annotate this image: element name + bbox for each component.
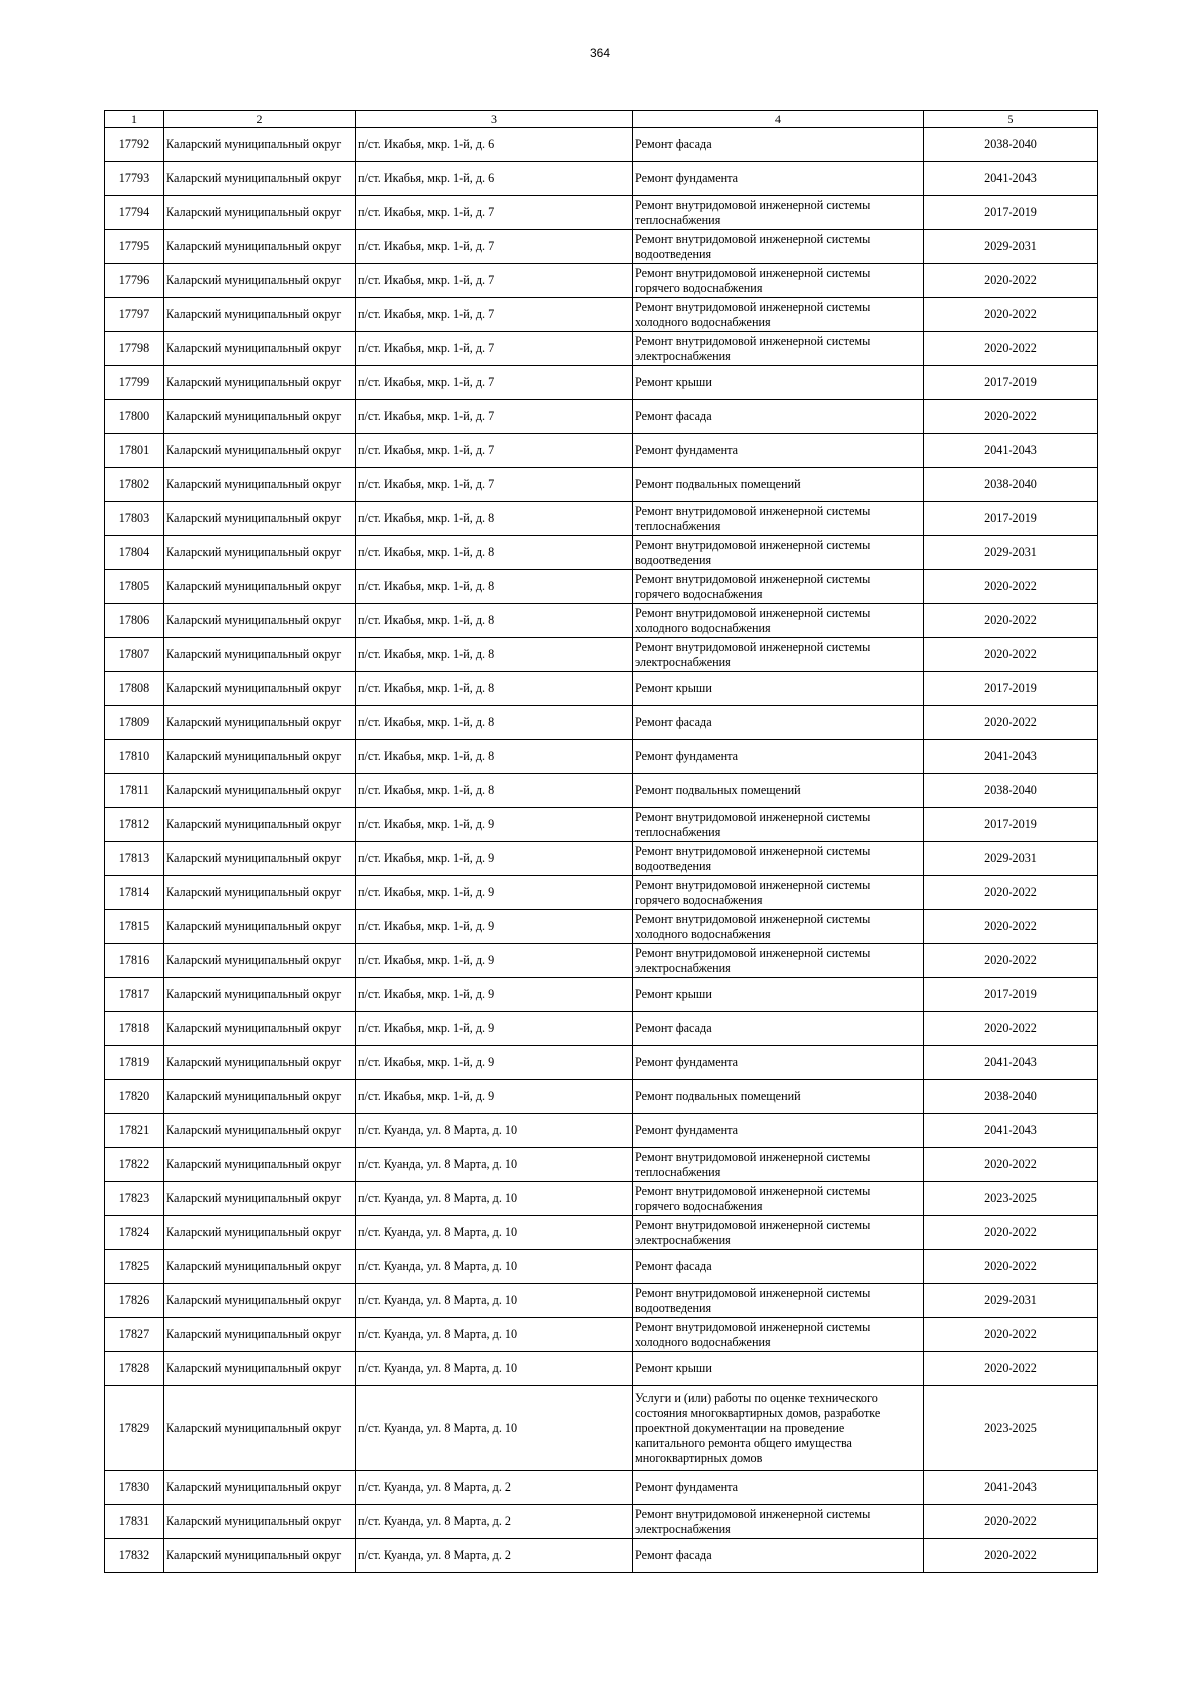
years-cell: 2029-2031 xyxy=(924,230,1098,264)
municipality-cell: Каларский муниципальный округ xyxy=(164,1114,356,1148)
table-row xyxy=(105,1046,1098,1080)
table-row xyxy=(105,570,1098,604)
address-cell: п/ст. Икабья, мкр. 1-й, д. 8 xyxy=(356,570,633,604)
municipality-cell: Каларский муниципальный округ xyxy=(164,400,356,434)
municipality-cell: Каларский муниципальный округ xyxy=(164,1080,356,1114)
years-cell: 2029-2031 xyxy=(924,1284,1098,1318)
address-cell: п/ст. Икабья, мкр. 1-й, д. 9 xyxy=(356,1080,633,1114)
table-row xyxy=(105,400,1098,434)
table-row xyxy=(105,536,1098,570)
years-cell: 2017-2019 xyxy=(924,978,1098,1012)
municipality-cell: Каларский муниципальный округ xyxy=(164,128,356,162)
work-type-cell: Ремонт крыши xyxy=(633,1352,924,1386)
address-cell: п/ст. Икабья, мкр. 1-й, д. 9 xyxy=(356,944,633,978)
municipality-cell: Каларский муниципальный округ xyxy=(164,1505,356,1539)
row-number-cell: 17799 xyxy=(105,366,164,400)
row-number-cell: 17831 xyxy=(105,1505,164,1539)
work-type-cell: Ремонт фасада xyxy=(633,1250,924,1284)
row-number-cell: 17801 xyxy=(105,434,164,468)
municipality-cell: Каларский муниципальный округ xyxy=(164,1250,356,1284)
municipality-cell: Каларский муниципальный округ xyxy=(164,196,356,230)
municipality-cell: Каларский муниципальный округ xyxy=(164,434,356,468)
work-type-cell: Ремонт внутридомовой инженерной системы горячего водоснабжения xyxy=(633,570,924,604)
address-cell: п/ст. Икабья, мкр. 1-й, д. 8 xyxy=(356,706,633,740)
table-row xyxy=(105,502,1098,536)
table-row xyxy=(105,1012,1098,1046)
years-cell: 2020-2022 xyxy=(924,570,1098,604)
work-type-cell: Ремонт крыши xyxy=(633,366,924,400)
municipality-cell: Каларский муниципальный округ xyxy=(164,332,356,366)
work-type-cell: Ремонт внутридомовой инженерной системы электроснабжения xyxy=(633,638,924,672)
work-type-cell: Ремонт внутридомовой инженерной системы холодного водоснабжения xyxy=(633,1318,924,1352)
table-row xyxy=(105,264,1098,298)
municipality-cell: Каларский муниципальный округ xyxy=(164,706,356,740)
municipality-cell: Каларский муниципальный округ xyxy=(164,1471,356,1505)
table-row xyxy=(105,910,1098,944)
municipality-cell: Каларский муниципальный округ xyxy=(164,808,356,842)
municipality-cell: Каларский муниципальный округ xyxy=(164,1012,356,1046)
column-header: 4 xyxy=(633,111,924,128)
row-number-cell: 17809 xyxy=(105,706,164,740)
work-type-cell: Ремонт внутридомовой инженерной системы водоотведения xyxy=(633,842,924,876)
address-cell: п/ст. Икабья, мкр. 1-й, д. 9 xyxy=(356,808,633,842)
work-type-cell: Ремонт внутридомовой инженерной системы горячего водоснабжения xyxy=(633,876,924,910)
table-header-row xyxy=(105,111,1098,128)
row-number-cell: 17822 xyxy=(105,1148,164,1182)
municipality-cell: Каларский муниципальный округ xyxy=(164,1318,356,1352)
years-cell: 2020-2022 xyxy=(924,944,1098,978)
work-type-cell: Ремонт внутридомовой инженерной системы электроснабжения xyxy=(633,1505,924,1539)
work-type-cell: Ремонт подвальных помещений xyxy=(633,774,924,808)
table-row xyxy=(105,162,1098,196)
municipality-cell: Каларский муниципальный округ xyxy=(164,298,356,332)
municipality-cell: Каларский муниципальный округ xyxy=(164,1386,356,1471)
work-type-cell: Ремонт внутридомовой инженерной системы электроснабжения xyxy=(633,1216,924,1250)
years-cell: 2020-2022 xyxy=(924,1539,1098,1573)
years-cell: 2020-2022 xyxy=(924,1505,1098,1539)
row-number-cell: 17797 xyxy=(105,298,164,332)
column-header: 2 xyxy=(164,111,356,128)
column-header: 1 xyxy=(105,111,164,128)
work-type-cell: Ремонт внутридомовой инженерной системы электроснабжения xyxy=(633,332,924,366)
table-row xyxy=(105,468,1098,502)
municipality-cell: Каларский муниципальный округ xyxy=(164,570,356,604)
address-cell: п/ст. Икабья, мкр. 1-й, д. 7 xyxy=(356,196,633,230)
years-cell: 2023-2025 xyxy=(924,1182,1098,1216)
address-cell: п/ст. Икабья, мкр. 1-й, д. 7 xyxy=(356,434,633,468)
row-number-cell: 17821 xyxy=(105,1114,164,1148)
table-body xyxy=(105,128,1098,1573)
municipality-cell: Каларский муниципальный округ xyxy=(164,774,356,808)
row-number-cell: 17816 xyxy=(105,944,164,978)
municipality-cell: Каларский муниципальный округ xyxy=(164,944,356,978)
municipality-cell: Каларский муниципальный округ xyxy=(164,1284,356,1318)
years-cell: 2029-2031 xyxy=(924,536,1098,570)
row-number-cell: 17807 xyxy=(105,638,164,672)
address-cell: п/ст. Икабья, мкр. 1-й, д. 9 xyxy=(356,978,633,1012)
municipality-cell: Каларский муниципальный округ xyxy=(164,910,356,944)
address-cell: п/ст. Куанда, ул. 8 Марта, д. 10 xyxy=(356,1148,633,1182)
address-cell: п/ст. Куанда, ул. 8 Марта, д. 10 xyxy=(356,1386,633,1471)
table-row xyxy=(105,1471,1098,1505)
table-row xyxy=(105,196,1098,230)
table-row xyxy=(105,1250,1098,1284)
years-cell: 2041-2043 xyxy=(924,740,1098,774)
row-number-cell: 17818 xyxy=(105,1012,164,1046)
municipality-cell: Каларский муниципальный округ xyxy=(164,366,356,400)
municipality-cell: Каларский муниципальный округ xyxy=(164,638,356,672)
address-cell: п/ст. Икабья, мкр. 1-й, д. 8 xyxy=(356,740,633,774)
row-number-cell: 17794 xyxy=(105,196,164,230)
years-cell: 2017-2019 xyxy=(924,366,1098,400)
table-row xyxy=(105,1284,1098,1318)
table-row xyxy=(105,434,1098,468)
address-cell: п/ст. Икабья, мкр. 1-й, д. 7 xyxy=(356,230,633,264)
row-number-cell: 17811 xyxy=(105,774,164,808)
row-number-cell: 17796 xyxy=(105,264,164,298)
table-row xyxy=(105,808,1098,842)
work-type-cell: Ремонт фасада xyxy=(633,400,924,434)
row-number-cell: 17803 xyxy=(105,502,164,536)
municipality-cell: Каларский муниципальный округ xyxy=(164,1182,356,1216)
municipality-cell: Каларский муниципальный округ xyxy=(164,162,356,196)
address-cell: п/ст. Икабья, мкр. 1-й, д. 8 xyxy=(356,536,633,570)
table-row xyxy=(105,230,1098,264)
address-cell: п/ст. Икабья, мкр. 1-й, д. 6 xyxy=(356,128,633,162)
row-number-cell: 17819 xyxy=(105,1046,164,1080)
table-row xyxy=(105,1114,1098,1148)
address-cell: п/ст. Икабья, мкр. 1-й, д. 9 xyxy=(356,910,633,944)
years-cell: 2020-2022 xyxy=(924,332,1098,366)
work-type-cell: Ремонт внутридомовой инженерной системы холодного водоснабжения xyxy=(633,298,924,332)
row-number-cell: 17814 xyxy=(105,876,164,910)
row-number-cell: 17800 xyxy=(105,400,164,434)
work-type-cell: Ремонт внутридомовой инженерной системы водоотведения xyxy=(633,230,924,264)
row-number-cell: 17820 xyxy=(105,1080,164,1114)
column-header: 5 xyxy=(924,111,1098,128)
work-type-cell: Ремонт внутридомовой инженерной системы горячего водоснабжения xyxy=(633,1182,924,1216)
municipality-cell: Каларский муниципальный округ xyxy=(164,672,356,706)
work-type-cell: Ремонт подвальных помещений xyxy=(633,1080,924,1114)
municipality-cell: Каларский муниципальный округ xyxy=(164,468,356,502)
table-row xyxy=(105,842,1098,876)
work-type-cell: Ремонт подвальных помещений xyxy=(633,468,924,502)
address-cell: п/ст. Икабья, мкр. 1-й, д. 7 xyxy=(356,400,633,434)
work-type-cell: Ремонт фасада xyxy=(633,1012,924,1046)
address-cell: п/ст. Икабья, мкр. 1-й, д. 9 xyxy=(356,876,633,910)
municipality-cell: Каларский муниципальный округ xyxy=(164,502,356,536)
row-number-cell: 17806 xyxy=(105,604,164,638)
table-row xyxy=(105,1182,1098,1216)
address-cell: п/ст. Икабья, мкр. 1-й, д. 7 xyxy=(356,264,633,298)
years-cell: 2041-2043 xyxy=(924,434,1098,468)
years-cell: 2017-2019 xyxy=(924,808,1098,842)
years-cell: 2020-2022 xyxy=(924,638,1098,672)
municipality-cell: Каларский муниципальный округ xyxy=(164,978,356,1012)
municipality-cell: Каларский муниципальный округ xyxy=(164,1539,356,1573)
address-cell: п/ст. Икабья, мкр. 1-й, д. 7 xyxy=(356,468,633,502)
table-row xyxy=(105,1386,1098,1471)
address-cell: п/ст. Икабья, мкр. 1-й, д. 8 xyxy=(356,672,633,706)
years-cell: 2020-2022 xyxy=(924,1318,1098,1352)
address-cell: п/ст. Икабья, мкр. 1-й, д. 7 xyxy=(356,298,633,332)
years-cell: 2020-2022 xyxy=(924,604,1098,638)
years-cell: 2020-2022 xyxy=(924,264,1098,298)
table-row xyxy=(105,366,1098,400)
row-number-cell: 17828 xyxy=(105,1352,164,1386)
years-cell: 2020-2022 xyxy=(924,1352,1098,1386)
row-number-cell: 17812 xyxy=(105,808,164,842)
address-cell: п/ст. Куанда, ул. 8 Марта, д. 10 xyxy=(356,1182,633,1216)
years-cell: 2020-2022 xyxy=(924,910,1098,944)
table-row xyxy=(105,128,1098,162)
row-number-cell: 17827 xyxy=(105,1318,164,1352)
row-number-cell: 17792 xyxy=(105,128,164,162)
table-row xyxy=(105,944,1098,978)
years-cell: 2041-2043 xyxy=(924,162,1098,196)
table-row xyxy=(105,604,1098,638)
row-number-cell: 17804 xyxy=(105,536,164,570)
municipality-cell: Каларский муниципальный округ xyxy=(164,536,356,570)
address-cell: п/ст. Куанда, ул. 8 Марта, д. 10 xyxy=(356,1352,633,1386)
municipality-cell: Каларский муниципальный округ xyxy=(164,1216,356,1250)
row-number-cell: 17824 xyxy=(105,1216,164,1250)
years-cell: 2029-2031 xyxy=(924,842,1098,876)
table-row xyxy=(105,1505,1098,1539)
work-type-cell: Ремонт внутридомовой инженерной системы электроснабжения xyxy=(633,944,924,978)
work-type-cell: Ремонт фундамента xyxy=(633,740,924,774)
table-row xyxy=(105,876,1098,910)
table-row xyxy=(105,706,1098,740)
address-cell: п/ст. Икабья, мкр. 1-й, д. 9 xyxy=(356,1046,633,1080)
row-number-cell: 17815 xyxy=(105,910,164,944)
address-cell: п/ст. Икабья, мкр. 1-й, д. 9 xyxy=(356,1012,633,1046)
address-cell: п/ст. Куанда, ул. 8 Марта, д. 10 xyxy=(356,1250,633,1284)
row-number-cell: 17808 xyxy=(105,672,164,706)
row-number-cell: 17823 xyxy=(105,1182,164,1216)
years-cell: 2020-2022 xyxy=(924,1148,1098,1182)
municipality-cell: Каларский муниципальный округ xyxy=(164,230,356,264)
row-number-cell: 17810 xyxy=(105,740,164,774)
table-row xyxy=(105,1318,1098,1352)
work-type-cell: Ремонт внутридомовой инженерной системы горячего водоснабжения xyxy=(633,264,924,298)
table-row xyxy=(105,1216,1098,1250)
table-row xyxy=(105,332,1098,366)
years-cell: 2038-2040 xyxy=(924,774,1098,808)
years-cell: 2023-2025 xyxy=(924,1386,1098,1471)
work-type-cell: Ремонт внутридомовой инженерной системы теплоснабжения xyxy=(633,196,924,230)
row-number-cell: 17829 xyxy=(105,1386,164,1471)
years-cell: 2020-2022 xyxy=(924,706,1098,740)
municipality-cell: Каларский муниципальный округ xyxy=(164,1148,356,1182)
address-cell: п/ст. Куанда, ул. 8 Марта, д. 2 xyxy=(356,1539,633,1573)
row-number-cell: 17798 xyxy=(105,332,164,366)
years-cell: 2041-2043 xyxy=(924,1046,1098,1080)
address-cell: п/ст. Икабья, мкр. 1-й, д. 8 xyxy=(356,502,633,536)
years-cell: 2020-2022 xyxy=(924,876,1098,910)
row-number-cell: 17825 xyxy=(105,1250,164,1284)
work-type-cell: Ремонт фундамента xyxy=(633,162,924,196)
municipality-cell: Каларский муниципальный округ xyxy=(164,842,356,876)
address-cell: п/ст. Куанда, ул. 8 Марта, д. 2 xyxy=(356,1505,633,1539)
years-cell: 2038-2040 xyxy=(924,128,1098,162)
table-row xyxy=(105,978,1098,1012)
row-number-cell: 17805 xyxy=(105,570,164,604)
address-cell: п/ст. Икабья, мкр. 1-й, д. 8 xyxy=(356,774,633,808)
municipality-cell: Каларский муниципальный округ xyxy=(164,1352,356,1386)
table-row xyxy=(105,1080,1098,1114)
row-number-cell: 17802 xyxy=(105,468,164,502)
address-cell: п/ст. Куанда, ул. 8 Марта, д. 10 xyxy=(356,1114,633,1148)
work-type-cell: Ремонт внутридомовой инженерной системы водоотведения xyxy=(633,536,924,570)
table-row xyxy=(105,298,1098,332)
work-type-cell: Ремонт внутридомовой инженерной системы теплоснабжения xyxy=(633,1148,924,1182)
repair-schedule-table xyxy=(104,110,1098,1573)
row-number-cell: 17826 xyxy=(105,1284,164,1318)
years-cell: 2017-2019 xyxy=(924,196,1098,230)
table-row xyxy=(105,774,1098,808)
municipality-cell: Каларский муниципальный округ xyxy=(164,1046,356,1080)
work-type-cell: Ремонт фундамента xyxy=(633,1471,924,1505)
work-type-cell: Ремонт внутридомовой инженерной системы теплоснабжения xyxy=(633,502,924,536)
work-type-cell: Ремонт фасада xyxy=(633,1539,924,1573)
address-cell: п/ст. Икабья, мкр. 1-й, д. 7 xyxy=(356,366,633,400)
years-cell: 2020-2022 xyxy=(924,1250,1098,1284)
years-cell: 2041-2043 xyxy=(924,1114,1098,1148)
years-cell: 2038-2040 xyxy=(924,1080,1098,1114)
address-cell: п/ст. Икабья, мкр. 1-й, д. 6 xyxy=(356,162,633,196)
work-type-cell: Ремонт фасада xyxy=(633,706,924,740)
address-cell: п/ст. Икабья, мкр. 1-й, д. 9 xyxy=(356,842,633,876)
municipality-cell: Каларский муниципальный округ xyxy=(164,740,356,774)
municipality-cell: Каларский муниципальный округ xyxy=(164,876,356,910)
row-number-cell: 17817 xyxy=(105,978,164,1012)
work-type-cell: Ремонт внутридомовой инженерной системы холодного водоснабжения xyxy=(633,910,924,944)
work-type-cell: Ремонт фасада xyxy=(633,128,924,162)
row-number-cell: 17813 xyxy=(105,842,164,876)
municipality-cell: Каларский муниципальный округ xyxy=(164,604,356,638)
column-header: 3 xyxy=(356,111,633,128)
work-type-cell: Услуги и (или) работы по оценке технического состояния многоквартирных домов, разработке проектной документации на проведение капитального ремонта общего имущества многоквартирных домов xyxy=(633,1386,924,1471)
address-cell: п/ст. Икабья, мкр. 1-й, д. 7 xyxy=(356,332,633,366)
work-type-cell: Ремонт внутридомовой инженерной системы водоотведения xyxy=(633,1284,924,1318)
row-number-cell: 17795 xyxy=(105,230,164,264)
address-cell: п/ст. Куанда, ул. 8 Марта, д. 10 xyxy=(356,1318,633,1352)
work-type-cell: Ремонт внутридомовой инженерной системы теплоснабжения xyxy=(633,808,924,842)
address-cell: п/ст. Куанда, ул. 8 Марта, д. 2 xyxy=(356,1471,633,1505)
table-row xyxy=(105,1539,1098,1573)
years-cell: 2038-2040 xyxy=(924,468,1098,502)
years-cell: 2020-2022 xyxy=(924,1216,1098,1250)
years-cell: 2017-2019 xyxy=(924,502,1098,536)
table-row xyxy=(105,638,1098,672)
years-cell: 2020-2022 xyxy=(924,1012,1098,1046)
work-type-cell: Ремонт крыши xyxy=(633,672,924,706)
table-row xyxy=(105,740,1098,774)
row-number-cell: 17832 xyxy=(105,1539,164,1573)
work-type-cell: Ремонт фундамента xyxy=(633,434,924,468)
work-type-cell: Ремонт фундамента xyxy=(633,1046,924,1080)
table-row xyxy=(105,1352,1098,1386)
address-cell: п/ст. Куанда, ул. 8 Марта, д. 10 xyxy=(356,1216,633,1250)
work-type-cell: Ремонт внутридомовой инженерной системы холодного водоснабжения xyxy=(633,604,924,638)
municipality-cell: Каларский муниципальный округ xyxy=(164,264,356,298)
address-cell: п/ст. Икабья, мкр. 1-й, д. 8 xyxy=(356,638,633,672)
years-cell: 2017-2019 xyxy=(924,672,1098,706)
table-row xyxy=(105,1148,1098,1182)
years-cell: 2041-2043 xyxy=(924,1471,1098,1505)
table-row xyxy=(105,672,1098,706)
years-cell: 2020-2022 xyxy=(924,298,1098,332)
address-cell: п/ст. Куанда, ул. 8 Марта, д. 10 xyxy=(356,1284,633,1318)
years-cell: 2020-2022 xyxy=(924,400,1098,434)
row-number-cell: 17830 xyxy=(105,1471,164,1505)
work-type-cell: Ремонт крыши xyxy=(633,978,924,1012)
address-cell: п/ст. Икабья, мкр. 1-й, д. 8 xyxy=(356,604,633,638)
work-type-cell: Ремонт фундамента xyxy=(633,1114,924,1148)
page-number: 364 xyxy=(589,46,611,60)
row-number-cell: 17793 xyxy=(105,162,164,196)
